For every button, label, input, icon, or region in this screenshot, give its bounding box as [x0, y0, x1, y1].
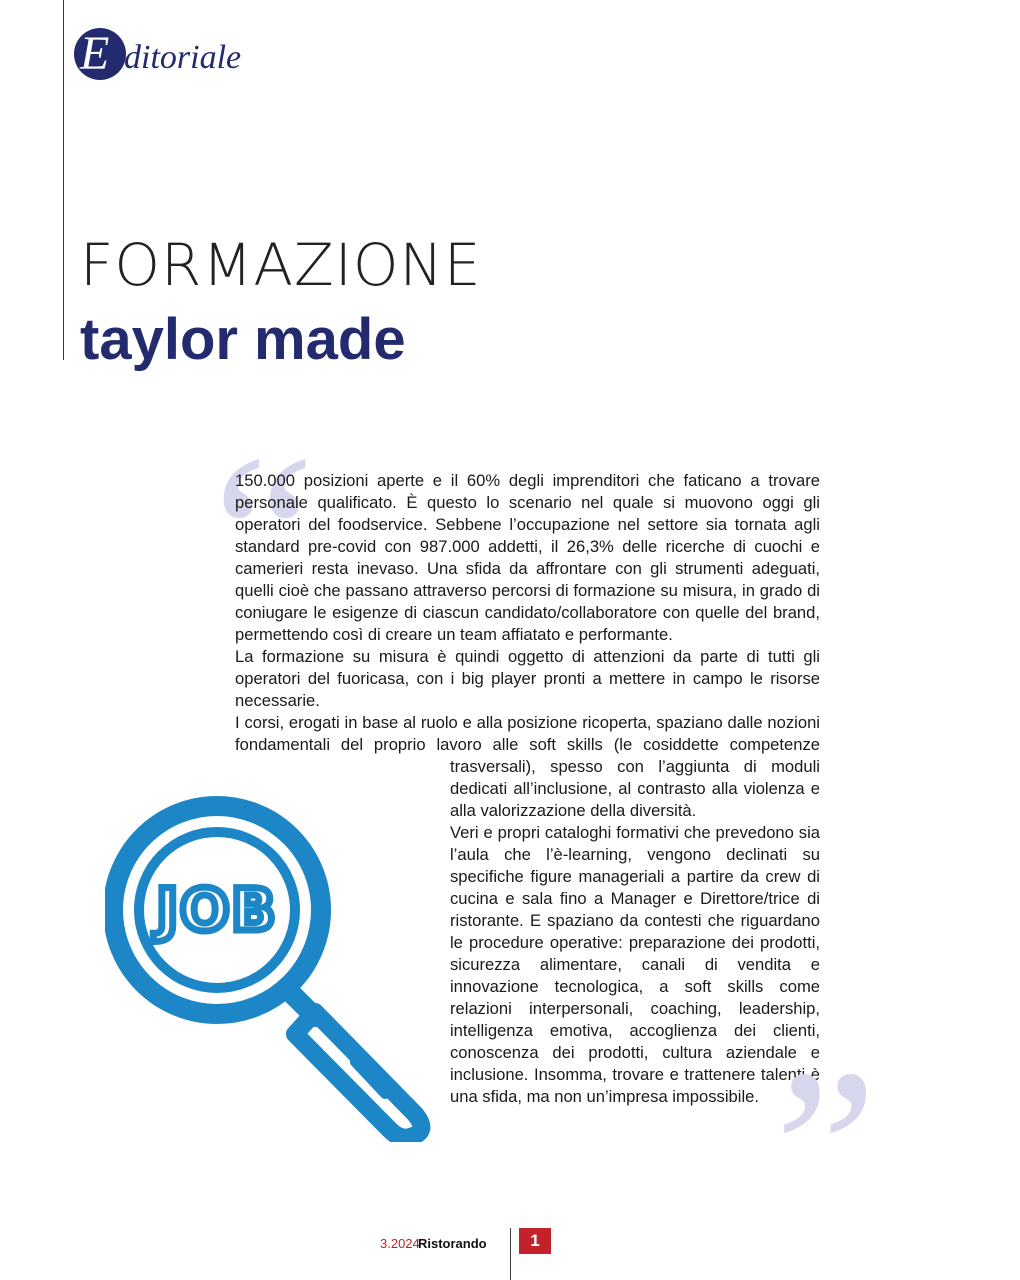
- article-paragraph: I corsi, erogati in base al ruolo e alla posizione ricoperta, spaziano dalle nozioni fondamentali del proprio lavoro alle soft skills (le cosiddette competenze trasversali), spesso con l’aggiunta di moduli dedicati all’inclusione, al contrasto alla violenza e alla valorizzazione della diversità.: [235, 713, 820, 820]
- issue-number: 3.2024: [380, 1236, 420, 1251]
- article-paragraph: Veri e propri cataloghi formativi che prevedono sia l’aula che l’è-learning, vengono declinati su specifiche figure manageriali a partire da crew di cucina e sala fino a Manager e Direttore/trice di ristorante. E spaziano da contesti che riguardano le procedure operative: preparazione dei prodotti, sicurezza alimentare, canali di vendita e innovazione tecnologica, a soft skills come relazioni interpersonali, coaching, leadership, intelligenza emotiva, accoglienza dei clienti, conoscenza dei prodotti, cultura aziendale e inclusione. Insomma, trovare e trattenere talenti è una sfida, ma non un’impresa impossibile.: [450, 823, 820, 1106]
- section-initial: E: [80, 27, 110, 80]
- page-number: 1: [519, 1228, 551, 1254]
- article-paragraph: 150.000 posizioni aperte e il 60% degli imprenditori che faticano a trovare personale qualificato. È questo lo scenario nel quale si muovono oggi gli operatori del foodservice. Sebbene l’occupazione nel settore sia tornata agli standard pre-covid con 987.000 addetti, il 26,3% delle ricerche di cuochi e camerieri resta inevaso. Una sfida da affrontare con gli strumenti adeguati, quelli cioè che passano attraverso percorsi di formazione su misura, in grado di coniugare le esigenze di ciascun candidato/collaboratore con quelle del brand, permettendo così di creare un team affiatato e performante.: [235, 471, 820, 644]
- magazine-name: Ristorando: [418, 1236, 487, 1251]
- footer-rule: [510, 1228, 511, 1280]
- open-quote-mark: “: [190, 407, 318, 662]
- headline-line-1: FORMAZIONE: [80, 231, 482, 299]
- article-paragraph: La formazione su misura è quindi oggetto di attenzioni da parte di tutti gli operatori del fuoricasa, con i big player pronti a mettere in campo le risorse necessarie.: [235, 647, 820, 710]
- magnifier-job-icon: [105, 762, 445, 1142]
- section-label: ditoriale: [124, 39, 242, 76]
- left-rule: [63, 0, 64, 360]
- close-quote-mark: ”: [750, 1022, 878, 1277]
- headline-line-2: taylor made: [80, 307, 406, 372]
- job-label: JOB: [156, 876, 278, 944]
